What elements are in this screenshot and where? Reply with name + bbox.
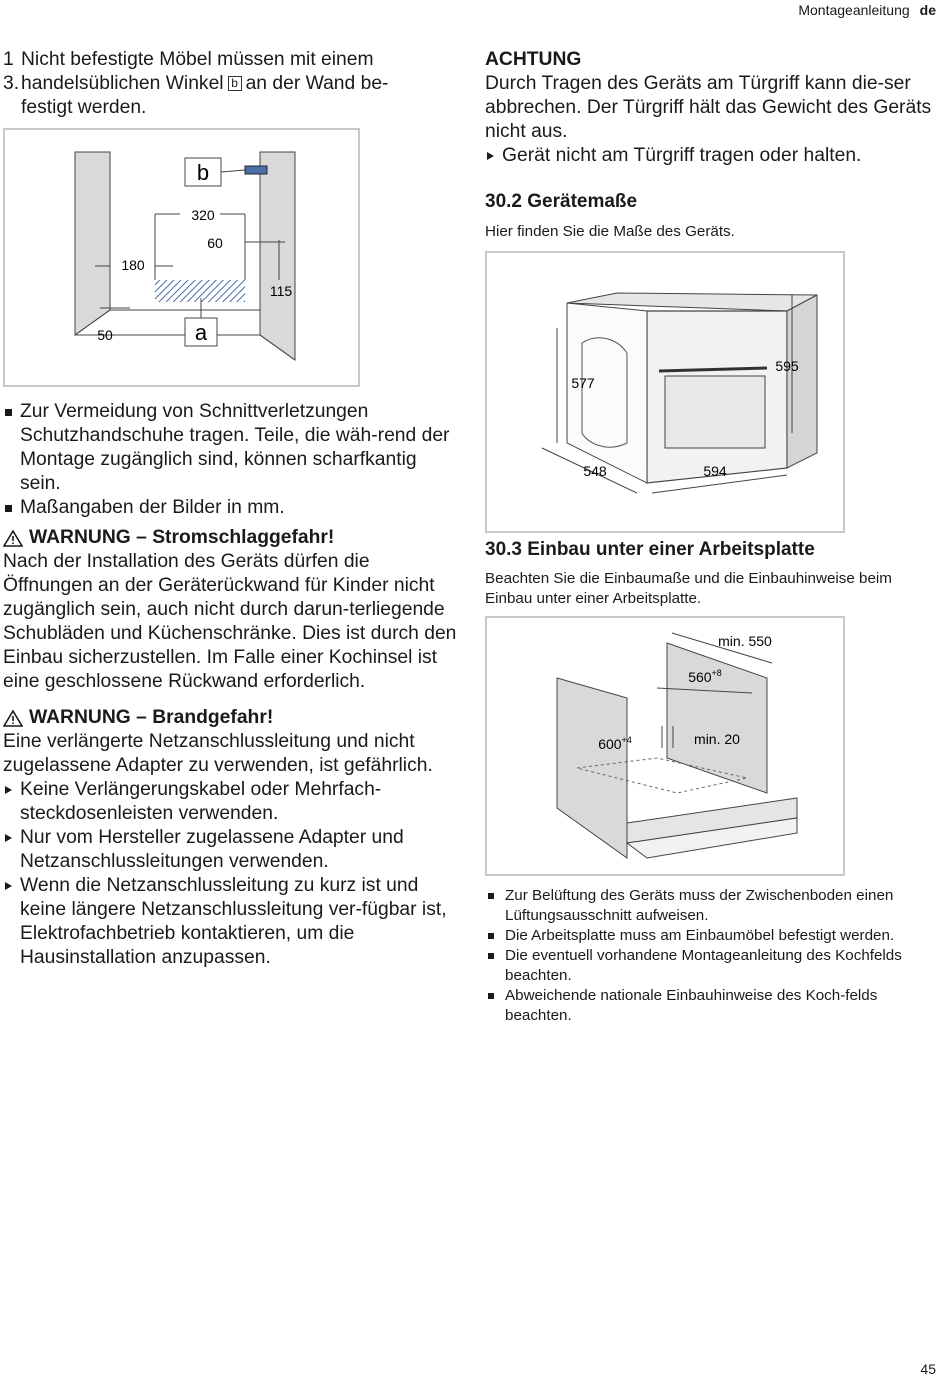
warning-electric-block bbox=[3, 526, 458, 694]
left-column bbox=[3, 48, 458, 968]
caution-block bbox=[485, 48, 940, 168]
section-30-3-title: 30.3 Einbau unter einer Arbeitsplatte bbox=[485, 539, 815, 560]
section-30-3-text: Beachten Sie die Einbaumaße und die Einbauhinweise beim Einbau unter einer Arbeitsplatte. bbox=[485, 570, 892, 607]
caution-text: Durch Tragen des Geräts am Türgriff kann die-ser abbrechen. Der Türgriff hält das Gewicht des Geräts nicht aus. bbox=[485, 73, 932, 142]
section-30-2-title: 30.2 Gerätemaße bbox=[485, 191, 638, 212]
step-num-2: 3. bbox=[3, 73, 20, 94]
warning-triangle-icon bbox=[3, 709, 23, 727]
fig3-dim-560-value: 560 bbox=[688, 669, 712, 685]
fig2-dim-577: 577 bbox=[571, 375, 595, 391]
warning-electric-text: Nach der Installation des Geräts dürfen die Öffnungen an der Geräterückwand für Kinder nicht zugänglich sein, auch nicht durch darun-terliegende Schubläden und Küchenschränke. Dies ist durch den Einbau sicherzustellen. Im Falle einer Kochinsel ist eine geschlossene Rückwand erforderlich. bbox=[3, 551, 457, 692]
right-note-1: Zur Belüftung des Geräts muss der Zwischenboden einen Lüftungsausschnitt aufweisen. bbox=[485, 886, 925, 926]
fig3-dim-600-value: 600 bbox=[598, 736, 622, 752]
step-line-2b: an der Wand be- bbox=[245, 73, 389, 94]
fig1-dim-115: 115 bbox=[269, 283, 293, 299]
fig1-dim-60: 60 bbox=[207, 235, 223, 251]
section-30-2 bbox=[485, 190, 735, 242]
fig3-dim-560-sup: +8 bbox=[711, 668, 722, 678]
step-num-1: 1 bbox=[3, 49, 14, 70]
figure-installation-under-worktop bbox=[485, 616, 845, 876]
fig1-dim-50: 50 bbox=[97, 327, 113, 343]
warning-fire-block bbox=[3, 706, 458, 970]
right-note-3: Die eventuell vorhandene Montageanleitung des Kochfelds beachten. bbox=[485, 946, 925, 986]
right-column bbox=[485, 48, 940, 1024]
warning-electric-title: WARNUNG – Stromschlaggefahr! bbox=[29, 527, 335, 548]
fig3-dim-600-sup: +4 bbox=[621, 735, 632, 745]
right-notes-block bbox=[485, 886, 925, 1026]
section-30-3 bbox=[485, 538, 940, 609]
step-line-1: Nicht befestigte Möbel müssen mit einem bbox=[21, 49, 374, 70]
fig1-label-a: a bbox=[194, 320, 208, 345]
fig2-dim-548: 548 bbox=[583, 463, 607, 479]
fig1-dim-320: 320 bbox=[191, 207, 215, 223]
warning-fire-text: Eine verlängerte Netzanschlussleitung und nicht zugelassene Adapter zu verwenden, ist gefährlich. bbox=[3, 731, 433, 776]
fig1-label-b: b bbox=[196, 160, 210, 185]
fig3-dim-min550: min. 550 bbox=[718, 633, 772, 649]
warning-fire-action-3: Wenn die Netzanschlussleitung zu kurz ist und keine längere Netzanschlussleitung ver-fügbar ist, Elektrofachbetrieb kontaktieren, um die Hausinstallation anzupassen. bbox=[3, 874, 458, 970]
page-header bbox=[798, 2, 936, 18]
right-note-4: Abweichende nationale Einbauhinweise des Koch-felds beachten. bbox=[485, 986, 925, 1026]
left-notes-block bbox=[3, 400, 458, 970]
fig2-dim-594: 594 bbox=[703, 463, 727, 479]
page-number: 45 bbox=[920, 1361, 936, 1377]
fig3-dim-min20: min. 20 bbox=[694, 731, 740, 747]
figure-appliance-drawing bbox=[487, 253, 843, 531]
warning-fire-action-1: Keine Verlängerungskabel oder Mehrfach-steckdosenleisten verwenden. bbox=[3, 778, 458, 826]
fig1-dim-180: 180 bbox=[121, 257, 145, 273]
left-note-1: Zur Vermeidung von Schnittverletzungen Schutzhandschuhe tragen. Teile, die wäh-rend der Montage zugänglich sind, können scharfkantig sein. bbox=[3, 400, 458, 496]
fig2-dim-595: 595 bbox=[775, 358, 799, 374]
warning-fire-action-2: Nur vom Hersteller zugelassene Adapter und Netzanschlussleitungen verwenden. bbox=[3, 826, 458, 874]
left-note-2: Maßangaben der Bilder in mm. bbox=[3, 496, 458, 520]
header-lang: de bbox=[919, 2, 936, 18]
step-line-2a: handelsüblichen Winkel bbox=[21, 73, 224, 94]
caution-title: ACHTUNG bbox=[485, 49, 582, 70]
caution-action: Gerät nicht am Türgriff tragen oder halten. bbox=[485, 144, 940, 168]
figure-appliance-dimensions bbox=[485, 251, 845, 533]
right-note-2: Die Arbeitsplatte muss am Einbaumöbel befestigt werden. bbox=[485, 926, 925, 946]
warning-triangle-icon bbox=[3, 529, 23, 547]
warning-fire-title: WARNUNG – Brandgefahr! bbox=[29, 707, 274, 728]
figure-wall-bracket bbox=[3, 128, 360, 387]
figure-wall-bracket-drawing bbox=[5, 130, 358, 385]
section-30-2-text: Hier finden Sie die Maße des Geräts. bbox=[485, 223, 735, 240]
key-b-symbol: b bbox=[228, 76, 242, 91]
header-title: Montageanleitung bbox=[798, 2, 910, 18]
step-text bbox=[3, 48, 458, 120]
figure-installation-drawing bbox=[487, 618, 843, 874]
step-line-3: festigt werden. bbox=[21, 97, 147, 118]
